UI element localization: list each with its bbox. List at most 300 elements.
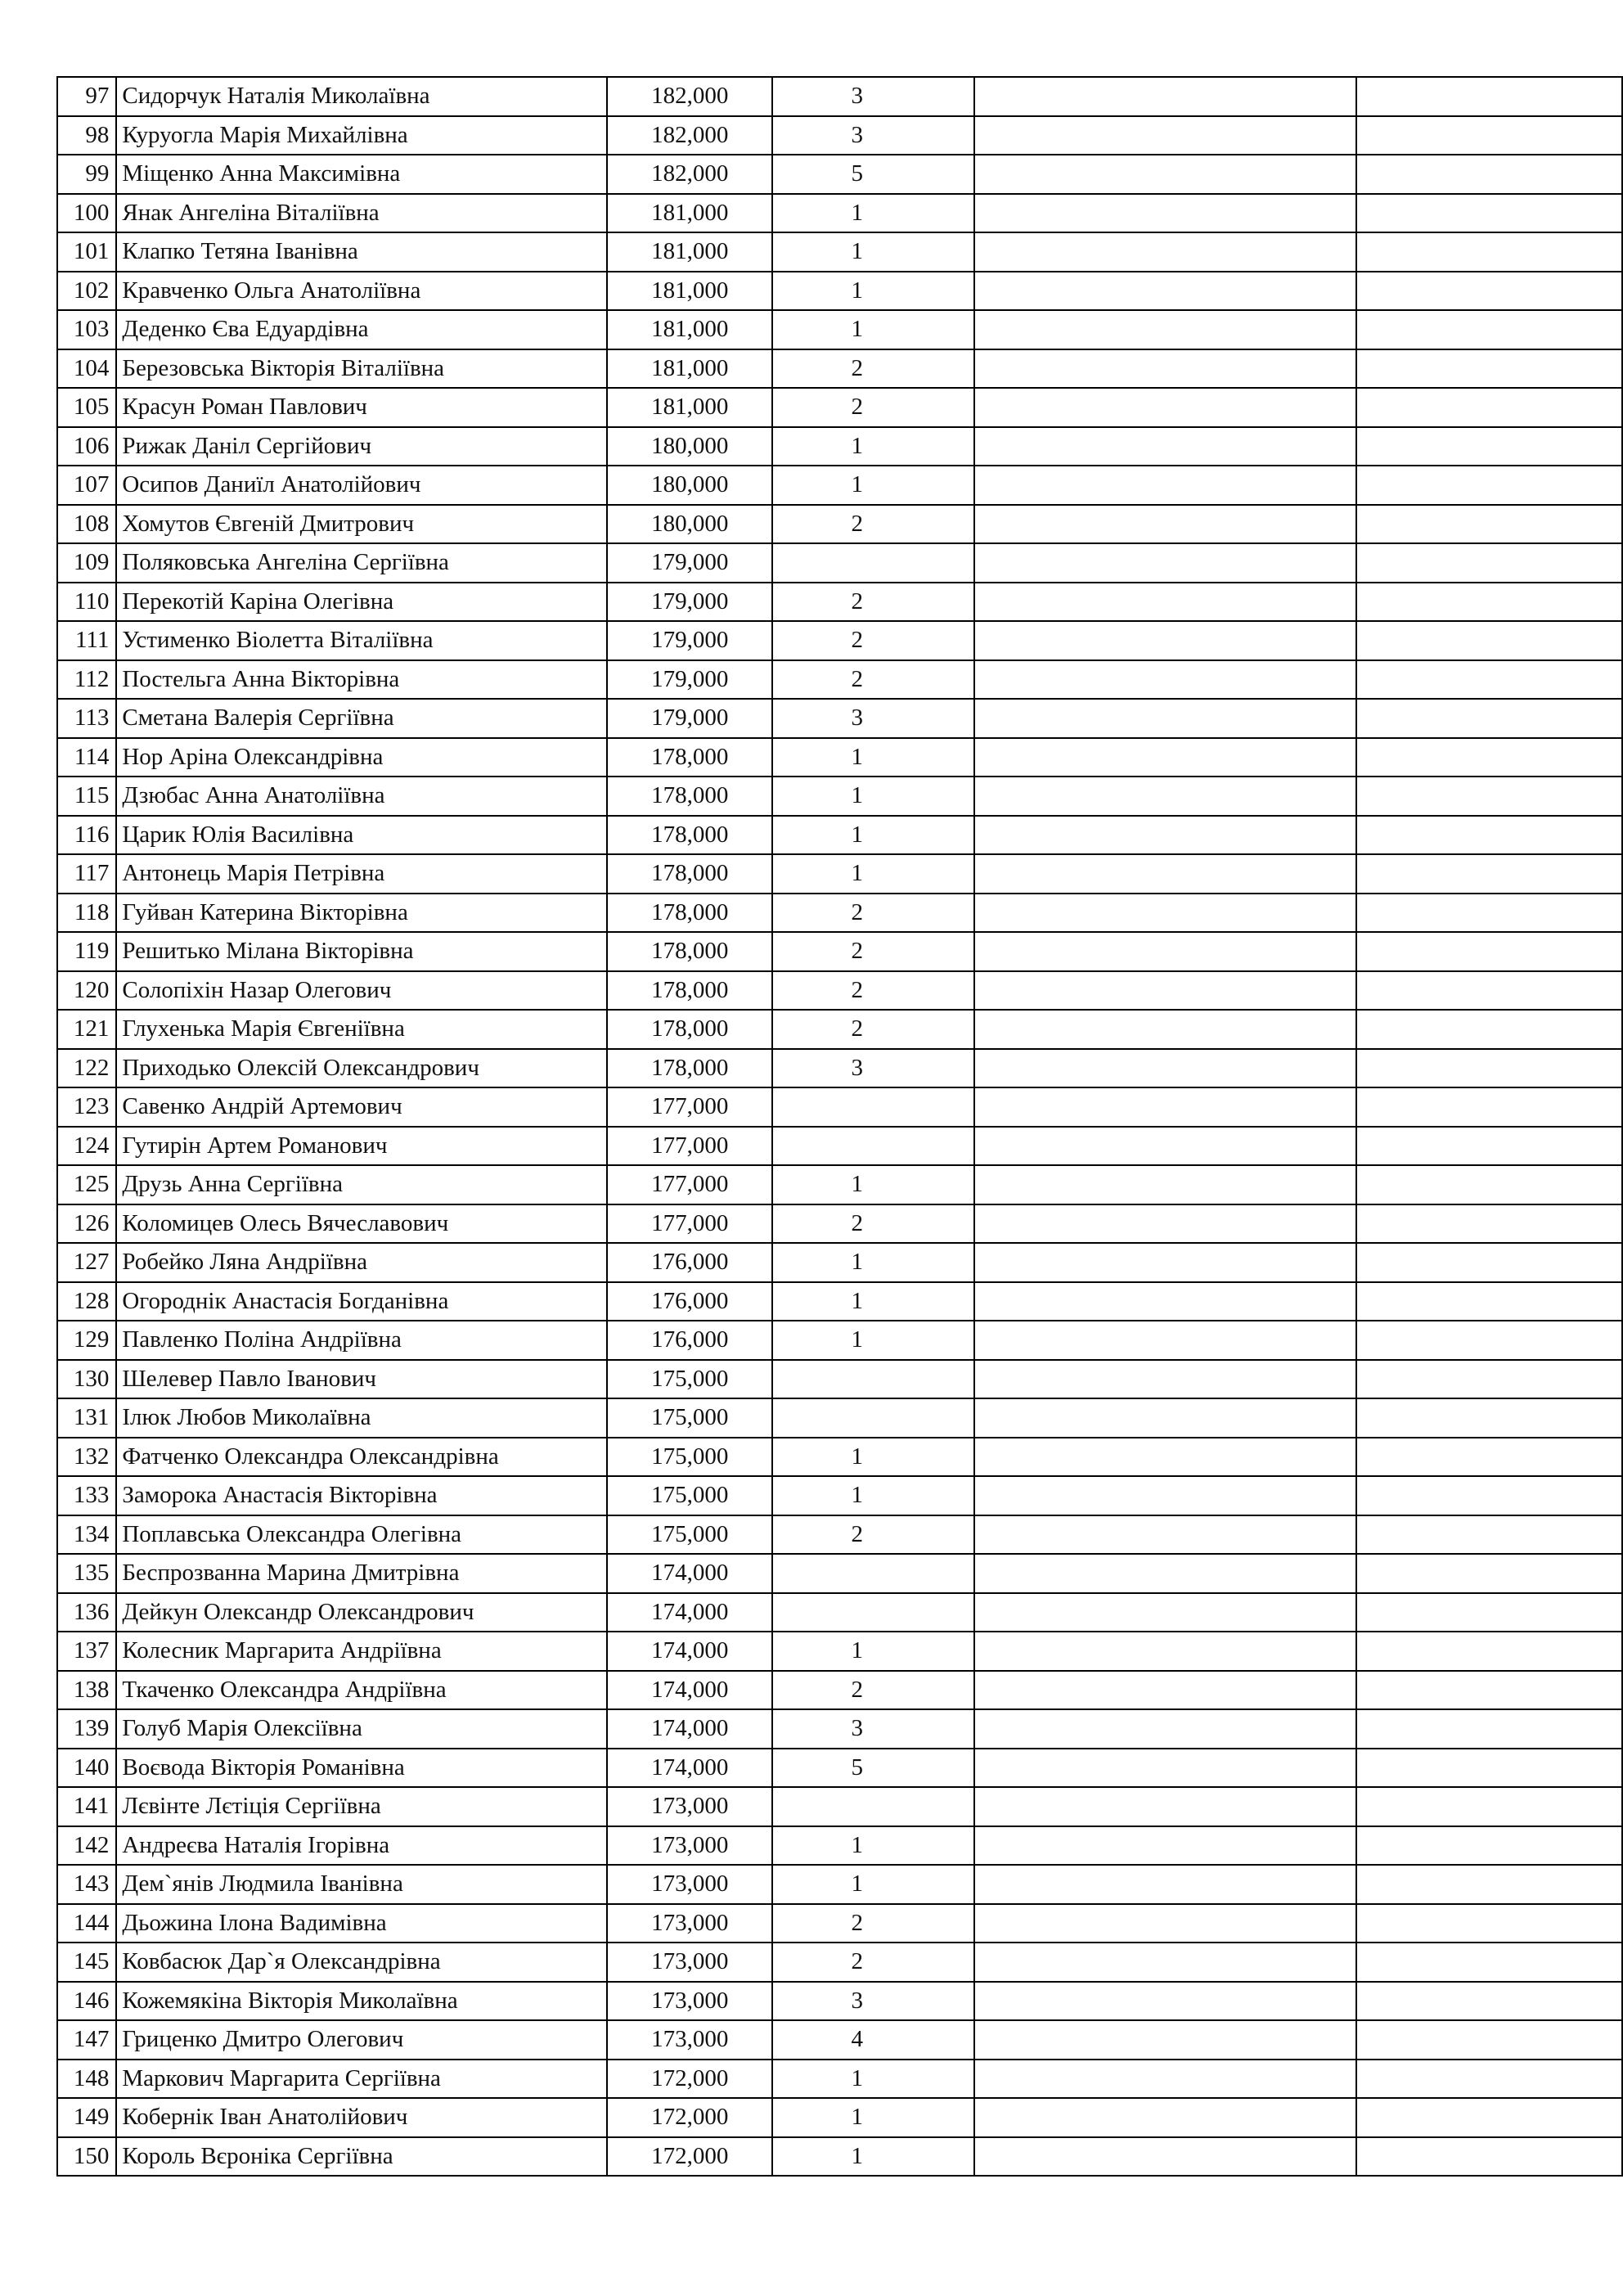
priority-cell: 1 xyxy=(772,1826,974,1866)
table-row xyxy=(57,1671,1622,1710)
competitive-score-cell: 180,000 xyxy=(607,466,772,505)
competitive-score-cell: 176,000 xyxy=(607,1243,772,1282)
competitive-score-cell: 173,000 xyxy=(607,1826,772,1866)
priority-cell: 1 xyxy=(772,310,974,349)
priority-cell: 2 xyxy=(772,1515,974,1555)
row-number-cell: 121 xyxy=(57,1010,116,1049)
empty-cell xyxy=(974,699,1356,738)
competitive-score-cell: 181,000 xyxy=(607,310,772,349)
empty-cell xyxy=(974,1632,1356,1671)
table-row xyxy=(57,894,1622,933)
competitive-score-cell: 174,000 xyxy=(607,1632,772,1671)
table-row xyxy=(57,2020,1622,2060)
competitive-score-cell: 178,000 xyxy=(607,894,772,933)
row-number-cell: 111 xyxy=(57,621,116,660)
applicant-name-cell: Янак Ангеліна Віталіївна xyxy=(116,194,607,233)
priority-cell: 2 xyxy=(772,1904,974,1943)
row-number-cell: 116 xyxy=(57,816,116,855)
empty-cell xyxy=(974,1826,1356,1866)
table-row xyxy=(57,1904,1622,1943)
competitive-score-cell: 180,000 xyxy=(607,427,772,466)
row-number-cell: 122 xyxy=(57,1049,116,1088)
competitive-score-cell: 179,000 xyxy=(607,699,772,738)
table-row xyxy=(57,660,1622,700)
row-number-cell: 97 xyxy=(57,77,116,116)
competitive-score-cell: 172,000 xyxy=(607,2137,772,2177)
empty-cell xyxy=(974,505,1356,544)
applicant-name-cell: Дейкун Олександр Олександрович xyxy=(116,1593,607,1632)
applicant-name-cell: Беспрозванна Марина Дмитрівна xyxy=(116,1554,607,1593)
row-number-cell: 137 xyxy=(57,1632,116,1671)
priority-cell xyxy=(772,1398,974,1438)
row-number-cell: 130 xyxy=(57,1360,116,1399)
competitive-score-cell: 174,000 xyxy=(607,1671,772,1710)
priority-cell: 1 xyxy=(772,1165,974,1204)
table-row xyxy=(57,388,1622,427)
empty-cell xyxy=(1356,466,1622,505)
applicant-name-cell: Дзюбас Анна Анатоліївна xyxy=(116,777,607,816)
empty-cell xyxy=(974,466,1356,505)
applicant-name-cell: Дьожина Ілона Вадимівна xyxy=(116,1904,607,1943)
priority-cell: 3 xyxy=(772,1982,974,2021)
competitive-score-cell: 177,000 xyxy=(607,1204,772,1244)
applicant-name-cell: Король Вєроніка Сергіївна xyxy=(116,2137,607,2177)
empty-cell xyxy=(1356,1865,1622,1904)
row-number-cell: 100 xyxy=(57,194,116,233)
priority-cell: 2 xyxy=(772,971,974,1011)
competitive-score-cell: 182,000 xyxy=(607,77,772,116)
empty-cell xyxy=(1356,2020,1622,2060)
table-row xyxy=(57,505,1622,544)
priority-cell: 1 xyxy=(772,2060,974,2099)
priority-cell: 3 xyxy=(772,116,974,155)
empty-cell xyxy=(1356,738,1622,777)
applicant-name-cell: Устименко Віолетта Віталіївна xyxy=(116,621,607,660)
empty-cell xyxy=(974,1749,1356,1788)
empty-cell xyxy=(974,427,1356,466)
table-row xyxy=(57,1360,1622,1399)
table-row xyxy=(57,1438,1622,1477)
priority-cell: 3 xyxy=(772,77,974,116)
competitive-score-cell: 175,000 xyxy=(607,1438,772,1477)
table-row xyxy=(57,1398,1622,1438)
competitive-score-cell: 175,000 xyxy=(607,1398,772,1438)
applicant-name-cell: Красун Роман Павлович xyxy=(116,388,607,427)
empty-cell xyxy=(1356,699,1622,738)
empty-cell xyxy=(1356,1010,1622,1049)
row-number-cell: 105 xyxy=(57,388,116,427)
priority-cell: 4 xyxy=(772,2020,974,2060)
empty-cell xyxy=(974,2137,1356,2177)
table-row xyxy=(57,1593,1622,1632)
empty-cell xyxy=(974,1127,1356,1166)
row-number-cell: 123 xyxy=(57,1087,116,1127)
empty-cell xyxy=(1356,1282,1622,1321)
competitive-score-cell: 179,000 xyxy=(607,543,772,583)
priority-cell xyxy=(772,1593,974,1632)
priority-cell: 2 xyxy=(772,1943,974,1982)
applicant-name-cell: Павленко Поліна Андріївна xyxy=(116,1321,607,1360)
empty-cell xyxy=(1356,232,1622,272)
empty-cell xyxy=(1356,1709,1622,1749)
table-row xyxy=(57,1243,1622,1282)
applicant-name-cell: Голуб Марія Олексіївна xyxy=(116,1709,607,1749)
empty-cell xyxy=(1356,1398,1622,1438)
empty-cell xyxy=(1356,777,1622,816)
competitive-score-cell: 174,000 xyxy=(607,1749,772,1788)
table-row xyxy=(57,116,1622,155)
empty-cell xyxy=(974,272,1356,311)
priority-cell xyxy=(772,1360,974,1399)
applicant-name-cell: Міщенко Анна Максимівна xyxy=(116,155,607,194)
applicant-name-cell: Нор Аріна Олександрівна xyxy=(116,738,607,777)
empty-cell xyxy=(974,583,1356,622)
applicant-name-cell: Лєвінте Лєтіція Сергіївна xyxy=(116,1787,607,1826)
row-number-cell: 118 xyxy=(57,894,116,933)
applicant-name-cell: Приходько Олексій Олександрович xyxy=(116,1049,607,1088)
applicant-name-cell: Воєвода Вікторія Романівна xyxy=(116,1749,607,1788)
row-number-cell: 144 xyxy=(57,1904,116,1943)
empty-cell xyxy=(1356,1943,1622,1982)
applicant-name-cell: Поляковська Ангеліна Сергіївна xyxy=(116,543,607,583)
empty-cell xyxy=(974,971,1356,1011)
table-row xyxy=(57,310,1622,349)
empty-cell xyxy=(1356,1515,1622,1555)
row-number-cell: 101 xyxy=(57,232,116,272)
priority-cell: 2 xyxy=(772,505,974,544)
priority-cell: 1 xyxy=(772,2098,974,2137)
empty-cell xyxy=(974,1243,1356,1282)
competitive-score-cell: 181,000 xyxy=(607,232,772,272)
empty-cell xyxy=(974,2098,1356,2137)
row-number-cell: 135 xyxy=(57,1554,116,1593)
row-number-cell: 107 xyxy=(57,466,116,505)
empty-cell xyxy=(1356,1826,1622,1866)
applicant-name-cell: Глухенька Марія Євгеніївна xyxy=(116,1010,607,1049)
table-row xyxy=(57,854,1622,894)
row-number-cell: 139 xyxy=(57,1709,116,1749)
priority-cell: 1 xyxy=(772,777,974,816)
empty-cell xyxy=(974,2060,1356,2099)
applicant-name-cell: Гриценко Дмитро Олегович xyxy=(116,2020,607,2060)
table-row xyxy=(57,1865,1622,1904)
applicant-name-cell: Ковбасюк Дар`я Олександрівна xyxy=(116,1943,607,1982)
empty-cell xyxy=(1356,194,1622,233)
applicant-name-cell: Кобернік Іван Анатолійович xyxy=(116,2098,607,2137)
empty-cell xyxy=(1356,1982,1622,2021)
competitive-score-cell: 182,000 xyxy=(607,155,772,194)
empty-cell xyxy=(974,194,1356,233)
empty-cell xyxy=(1356,2137,1622,2177)
priority-cell: 3 xyxy=(772,699,974,738)
table-row xyxy=(57,77,1622,116)
empty-cell xyxy=(1356,310,1622,349)
table-row xyxy=(57,155,1622,194)
row-number-cell: 129 xyxy=(57,1321,116,1360)
priority-cell: 2 xyxy=(772,621,974,660)
empty-cell xyxy=(974,1476,1356,1515)
competitive-score-cell: 178,000 xyxy=(607,1010,772,1049)
competitive-score-cell: 174,000 xyxy=(607,1709,772,1749)
table-row xyxy=(57,583,1622,622)
table-row xyxy=(57,1982,1622,2021)
applicant-name-cell: Гутирін Артем Романович xyxy=(116,1127,607,1166)
priority-cell: 1 xyxy=(772,1438,974,1477)
empty-cell xyxy=(974,1671,1356,1710)
row-number-cell: 138 xyxy=(57,1671,116,1710)
table-row xyxy=(57,232,1622,272)
applicant-name-cell: Ткаченко Олександра Андріївна xyxy=(116,1671,607,1710)
applicant-name-cell: Деденко Єва Едуардівна xyxy=(116,310,607,349)
row-number-cell: 128 xyxy=(57,1282,116,1321)
applicant-name-cell: Заморока Анастасія Вікторівна xyxy=(116,1476,607,1515)
row-number-cell: 136 xyxy=(57,1593,116,1632)
empty-cell xyxy=(1356,388,1622,427)
empty-cell xyxy=(1356,816,1622,855)
priority-cell: 1 xyxy=(772,1321,974,1360)
table-row xyxy=(57,1127,1622,1166)
table-row xyxy=(57,738,1622,777)
empty-cell xyxy=(1356,116,1622,155)
competitive-score-cell: 178,000 xyxy=(607,971,772,1011)
row-number-cell: 114 xyxy=(57,738,116,777)
competitive-score-cell: 173,000 xyxy=(607,1943,772,1982)
competitive-score-cell: 181,000 xyxy=(607,272,772,311)
priority-cell xyxy=(772,543,974,583)
table-row xyxy=(57,1165,1622,1204)
table-row xyxy=(57,1204,1622,1244)
empty-cell xyxy=(974,1087,1356,1127)
empty-cell xyxy=(974,388,1356,427)
applicant-name-cell: Рижак Даніл Сергійович xyxy=(116,427,607,466)
empty-cell xyxy=(974,621,1356,660)
empty-cell xyxy=(974,1398,1356,1438)
row-number-cell: 104 xyxy=(57,349,116,389)
empty-cell xyxy=(974,1010,1356,1049)
applicant-name-cell: Колесник Маргарита Андріївна xyxy=(116,1632,607,1671)
applicant-name-cell: Перекотій Каріна Олегівна xyxy=(116,583,607,622)
empty-cell xyxy=(974,1787,1356,1826)
table-row xyxy=(57,932,1622,971)
priority-cell: 1 xyxy=(772,1865,974,1904)
applicant-name-cell: Антонець Марія Петрівна xyxy=(116,854,607,894)
empty-cell xyxy=(1356,660,1622,700)
applicant-name-cell: Гуйван Катерина Вікторівна xyxy=(116,894,607,933)
row-number-cell: 127 xyxy=(57,1243,116,1282)
priority-cell: 1 xyxy=(772,816,974,855)
competitive-score-cell: 178,000 xyxy=(607,777,772,816)
table-row xyxy=(57,1787,1622,1826)
table-row xyxy=(57,1709,1622,1749)
applicant-name-cell: Андреєва Наталія Ігорівна xyxy=(116,1826,607,1866)
row-number-cell: 133 xyxy=(57,1476,116,1515)
empty-cell xyxy=(1356,1087,1622,1127)
table-row xyxy=(57,1476,1622,1515)
priority-cell: 2 xyxy=(772,1204,974,1244)
empty-cell xyxy=(1356,1593,1622,1632)
priority-cell: 1 xyxy=(772,232,974,272)
empty-cell xyxy=(974,1321,1356,1360)
row-number-cell: 102 xyxy=(57,272,116,311)
competitive-score-cell: 173,000 xyxy=(607,1904,772,1943)
applicant-name-cell: Кравченко Ольга Анатоліївна xyxy=(116,272,607,311)
applicant-name-cell: Савенко Андрій Артемович xyxy=(116,1087,607,1127)
applicant-name-cell: Сидорчук Наталія Миколаївна xyxy=(116,77,607,116)
empty-cell xyxy=(974,1049,1356,1088)
applicant-name-cell: Солопіхін Назар Олегович xyxy=(116,971,607,1011)
table-row xyxy=(57,543,1622,583)
empty-cell xyxy=(1356,543,1622,583)
empty-cell xyxy=(1356,77,1622,116)
empty-cell xyxy=(974,777,1356,816)
applicant-name-cell: Березовська Вікторія Віталіївна xyxy=(116,349,607,389)
competitive-score-cell: 180,000 xyxy=(607,505,772,544)
empty-cell xyxy=(1356,1321,1622,1360)
empty-cell xyxy=(1356,349,1622,389)
competitive-score-cell: 181,000 xyxy=(607,194,772,233)
empty-cell xyxy=(974,1943,1356,1982)
competitive-score-cell: 177,000 xyxy=(607,1127,772,1166)
table-row xyxy=(57,1749,1622,1788)
applicant-name-cell: Решитько Мілана Вікторівна xyxy=(116,932,607,971)
competitive-score-cell: 177,000 xyxy=(607,1165,772,1204)
competitive-score-cell: 178,000 xyxy=(607,1049,772,1088)
empty-cell xyxy=(1356,505,1622,544)
empty-cell xyxy=(974,738,1356,777)
priority-cell: 2 xyxy=(772,660,974,700)
priority-cell: 2 xyxy=(772,388,974,427)
priority-cell: 1 xyxy=(772,738,974,777)
empty-cell xyxy=(1356,1127,1622,1166)
empty-cell xyxy=(1356,621,1622,660)
table-row xyxy=(57,1515,1622,1555)
empty-cell xyxy=(974,816,1356,855)
applicant-name-cell: Маркович Маргарита Сергіївна xyxy=(116,2060,607,2099)
row-number-cell: 120 xyxy=(57,971,116,1011)
applicant-name-cell: Царик Юлія Василівна xyxy=(116,816,607,855)
competitive-score-cell: 179,000 xyxy=(607,621,772,660)
applicant-name-cell: Постельга Анна Вікторівна xyxy=(116,660,607,700)
empty-cell xyxy=(974,932,1356,971)
competitive-score-cell: 172,000 xyxy=(607,2060,772,2099)
applicant-name-cell: Куруогла Марія Михайлівна xyxy=(116,116,607,155)
row-number-cell: 99 xyxy=(57,155,116,194)
table-row xyxy=(57,2060,1622,2099)
table-row xyxy=(57,466,1622,505)
empty-cell xyxy=(974,894,1356,933)
table-row xyxy=(57,1087,1622,1127)
empty-cell xyxy=(974,660,1356,700)
row-number-cell: 119 xyxy=(57,932,116,971)
empty-cell xyxy=(974,1165,1356,1204)
competitive-score-cell: 179,000 xyxy=(607,583,772,622)
applicant-name-cell: Огороднік Анастасія Богданівна xyxy=(116,1282,607,1321)
empty-cell xyxy=(1356,1438,1622,1477)
competitive-score-cell: 175,000 xyxy=(607,1360,772,1399)
competitive-score-cell: 175,000 xyxy=(607,1515,772,1555)
priority-cell: 2 xyxy=(772,1010,974,1049)
priority-cell: 1 xyxy=(772,1476,974,1515)
empty-cell xyxy=(1356,932,1622,971)
table-row xyxy=(57,971,1622,1011)
table-row xyxy=(57,1826,1622,1866)
priority-cell: 1 xyxy=(772,272,974,311)
empty-cell xyxy=(1356,1360,1622,1399)
competitive-score-cell: 181,000 xyxy=(607,349,772,389)
row-number-cell: 103 xyxy=(57,310,116,349)
table-row xyxy=(57,777,1622,816)
empty-cell xyxy=(1356,427,1622,466)
row-number-cell: 141 xyxy=(57,1787,116,1826)
empty-cell xyxy=(974,1438,1356,1477)
row-number-cell: 117 xyxy=(57,854,116,894)
priority-cell: 2 xyxy=(772,583,974,622)
empty-cell xyxy=(1356,2060,1622,2099)
row-number-cell: 132 xyxy=(57,1438,116,1477)
empty-cell xyxy=(1356,1204,1622,1244)
applicant-ranking-table xyxy=(56,76,1623,2177)
priority-cell: 5 xyxy=(772,155,974,194)
empty-cell xyxy=(1356,854,1622,894)
empty-cell xyxy=(974,116,1356,155)
row-number-cell: 131 xyxy=(57,1398,116,1438)
competitive-score-cell: 172,000 xyxy=(607,2098,772,2137)
empty-cell xyxy=(1356,1749,1622,1788)
applicant-name-cell: Сметана Валерія Сергіївна xyxy=(116,699,607,738)
applicant-name-cell: Друзь Анна Сергіївна xyxy=(116,1165,607,1204)
priority-cell: 1 xyxy=(772,427,974,466)
table-row xyxy=(57,1632,1622,1671)
table-row xyxy=(57,1010,1622,1049)
row-number-cell: 110 xyxy=(57,583,116,622)
competitive-score-cell: 173,000 xyxy=(607,1982,772,2021)
row-number-cell: 146 xyxy=(57,1982,116,2021)
empty-cell xyxy=(974,1515,1356,1555)
applicant-name-cell: Коломицев Олесь Вячеславович xyxy=(116,1204,607,1244)
competitive-score-cell: 173,000 xyxy=(607,1865,772,1904)
applicant-name-cell: Осипов Даниїл Анатолійович xyxy=(116,466,607,505)
priority-cell: 3 xyxy=(772,1709,974,1749)
row-number-cell: 126 xyxy=(57,1204,116,1244)
row-number-cell: 115 xyxy=(57,777,116,816)
empty-cell xyxy=(974,854,1356,894)
competitive-score-cell: 176,000 xyxy=(607,1321,772,1360)
empty-cell xyxy=(1356,2098,1622,2137)
empty-cell xyxy=(1356,1049,1622,1088)
empty-cell xyxy=(1356,1476,1622,1515)
priority-cell: 3 xyxy=(772,1049,974,1088)
competitive-score-cell: 174,000 xyxy=(607,1554,772,1593)
competitive-score-cell: 176,000 xyxy=(607,1282,772,1321)
empty-cell xyxy=(1356,971,1622,1011)
empty-cell xyxy=(974,349,1356,389)
empty-cell xyxy=(974,1982,1356,2021)
empty-cell xyxy=(1356,1243,1622,1282)
competitive-score-cell: 175,000 xyxy=(607,1476,772,1515)
priority-cell: 1 xyxy=(772,466,974,505)
table-row xyxy=(57,621,1622,660)
table-row xyxy=(57,194,1622,233)
empty-cell xyxy=(974,1904,1356,1943)
row-number-cell: 125 xyxy=(57,1165,116,1204)
empty-cell xyxy=(1356,1671,1622,1710)
row-number-cell: 108 xyxy=(57,505,116,544)
empty-cell xyxy=(1356,894,1622,933)
priority-cell xyxy=(772,1787,974,1826)
empty-cell xyxy=(974,1360,1356,1399)
priority-cell: 1 xyxy=(772,1243,974,1282)
empty-cell xyxy=(974,1204,1356,1244)
